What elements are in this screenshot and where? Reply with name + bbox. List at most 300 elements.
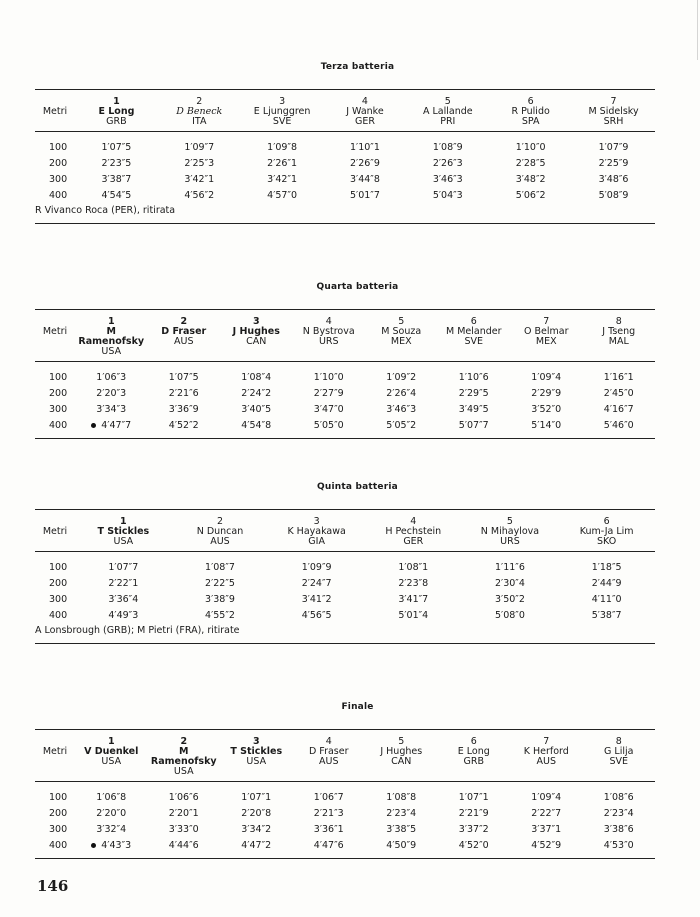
split-time: 4′43″3	[101, 840, 132, 851]
competitor-name: R Pulido	[511, 106, 550, 117]
competitor-name: Kum-Ja Lim	[579, 526, 634, 537]
competitor-rank: 7	[610, 96, 617, 107]
split-time: 5′38″7	[591, 610, 622, 621]
competitor-name: D Fraser	[161, 326, 207, 337]
competitor-header	[158, 90, 241, 127]
split-time: 5′07″7	[458, 420, 489, 431]
split-time-cell	[583, 806, 656, 822]
competitor-name: M Ramenofsky	[78, 326, 145, 347]
header-row	[35, 90, 655, 127]
competitor-rank: 3	[279, 96, 286, 107]
metri-header: Metri	[42, 326, 68, 337]
split-time-cell	[220, 838, 293, 854]
split-time: 2′45″0	[603, 388, 634, 399]
results-section	[35, 482, 655, 644]
split-time-cell	[510, 370, 583, 386]
split-time: 2′23″8	[398, 578, 429, 589]
split-time-cell	[172, 576, 269, 592]
split-time: 2′22″5	[205, 578, 235, 589]
split-time: 1′10″6	[458, 372, 489, 383]
split-time: 1′10″0	[313, 372, 344, 383]
split-row	[35, 560, 655, 576]
split-time-cell	[365, 386, 438, 402]
split-time-cell	[365, 592, 462, 608]
competitor-name: G Lilja	[604, 746, 634, 757]
competitor-header	[558, 510, 655, 547]
split-time-cell	[406, 188, 489, 204]
competitor-nation: MAL	[608, 336, 629, 347]
bottom-rule	[35, 858, 655, 859]
split-time: 2′23″4	[603, 808, 634, 819]
competitor-name: K Hayakawa	[287, 526, 346, 537]
competitor-header	[406, 90, 489, 127]
split-time: 2′23″5	[101, 158, 132, 169]
split-time-cell	[510, 790, 583, 806]
split-time-cell	[324, 140, 407, 156]
competitor-nation: AUS	[210, 536, 230, 547]
split-time: 5′04″3	[432, 190, 463, 201]
split-time: 1′18″5	[591, 562, 622, 573]
competitor-name: M Melander	[445, 326, 502, 337]
split-time-cell	[583, 822, 656, 838]
split-time: 1′16″1	[603, 372, 634, 383]
split-time-cell	[365, 790, 438, 806]
split-time-cell	[558, 576, 655, 592]
competitor-nation: SPA	[521, 116, 540, 127]
split-time-cell	[148, 402, 221, 418]
split-time: 2′21″6	[168, 388, 199, 399]
split-time: 4′56″5	[301, 610, 332, 621]
split-time-cell	[268, 576, 365, 592]
split-time-cell	[268, 560, 365, 576]
split-time-cell	[241, 188, 324, 204]
split-row	[35, 140, 655, 156]
competitor-header	[489, 90, 572, 127]
split-row	[35, 608, 655, 624]
competitor-header	[462, 510, 559, 547]
competitor-rank: 1	[107, 736, 115, 747]
split-time: 5′06″2	[515, 190, 546, 201]
split-time: 1′07″1	[241, 792, 272, 803]
split-time: 3′50″2	[495, 594, 525, 605]
split-time: 3′52″0	[531, 404, 562, 415]
split-time: 3′38″5	[386, 824, 417, 835]
split-time: 1′09″7	[184, 142, 215, 153]
split-time-cell	[462, 592, 559, 608]
split-time-cell	[510, 822, 583, 838]
split-time-cell	[75, 156, 158, 172]
split-time-cell	[148, 370, 221, 386]
split-time: 2′20″3	[96, 388, 127, 399]
split-time: 4′16″7	[603, 404, 634, 415]
split-time: 1′06″8	[96, 792, 127, 803]
results-table	[35, 730, 655, 854]
section-title: Quarta batteria	[316, 282, 399, 292]
competitor-rank: 8	[615, 316, 622, 327]
split-time: 1′06″3	[96, 372, 127, 383]
competitor-header	[220, 310, 293, 357]
split-time-cell	[583, 838, 656, 854]
split-distance: 200	[49, 578, 68, 589]
split-row	[35, 386, 655, 402]
split-time-cell	[268, 608, 365, 624]
results-table	[35, 90, 655, 204]
split-time: 3′36″4	[108, 594, 139, 605]
results-table	[35, 310, 655, 434]
split-time: 1′08″4	[241, 372, 272, 383]
competitor-header	[75, 310, 148, 357]
split-time: 3′46″3	[432, 174, 463, 185]
split-time-cell	[75, 790, 148, 806]
split-distance: 100	[49, 562, 68, 573]
competitor-name: V Duenkel	[84, 746, 139, 757]
split-time: 2′20″0	[96, 808, 127, 819]
split-time-cell	[558, 608, 655, 624]
split-distance: 300	[49, 594, 68, 605]
split-time: 1′08″9	[432, 142, 463, 153]
metri-header: Metri	[42, 526, 68, 537]
results-section	[35, 62, 655, 224]
split-time: 2′22″7	[531, 808, 562, 819]
split-time-cell	[510, 402, 583, 418]
split-time-cell	[220, 806, 293, 822]
split-time-cell	[438, 806, 511, 822]
split-time-cell	[438, 402, 511, 418]
split-time: 3′46″3	[386, 404, 417, 415]
split-time: 1′08″7	[205, 562, 235, 573]
split-time: 4′11″0	[591, 594, 622, 605]
competitor-name: N Duncan	[196, 526, 244, 537]
split-time-cell	[158, 188, 241, 204]
split-time-cell	[220, 402, 293, 418]
competitor-rank: 5	[506, 516, 513, 527]
split-time: 3′34″3	[96, 404, 127, 415]
competitor-rank: 1	[107, 316, 115, 327]
competitor-nation: GER	[354, 116, 375, 127]
competitor-rank: 5	[444, 96, 451, 107]
split-time: 2′26″3	[432, 158, 463, 169]
split-time-cell	[324, 188, 407, 204]
split-distance: 300	[49, 174, 68, 185]
split-time: 5′46″0	[603, 420, 634, 431]
split-time: 3′48″6	[598, 174, 629, 185]
competitor-rank: 6	[470, 736, 477, 747]
split-time-cell	[438, 838, 511, 854]
competitor-nation: GIA	[308, 536, 325, 547]
split-time-cell	[406, 156, 489, 172]
split-time: 3′32″4	[96, 824, 127, 835]
split-time-cell	[75, 592, 172, 608]
split-time-cell	[510, 418, 583, 434]
split-time-cell	[365, 418, 438, 434]
split-time-cell	[406, 172, 489, 188]
header-row	[35, 510, 655, 547]
results-section	[35, 702, 655, 859]
split-time-cell	[293, 402, 366, 418]
split-time: 4′56″2	[184, 190, 215, 201]
split-time: 4′55″2	[205, 610, 235, 621]
split-row	[35, 822, 655, 838]
competitor-header	[572, 90, 655, 127]
split-time-cell	[365, 370, 438, 386]
competitor-header	[365, 730, 438, 777]
split-time-cell	[583, 370, 656, 386]
split-time: 1′09″4	[531, 792, 562, 803]
competitor-header	[220, 730, 293, 777]
split-time: 3′42″1	[184, 174, 215, 185]
competitor-header	[241, 90, 324, 127]
competitor-name: N Bystrova	[302, 326, 355, 337]
competitor-name: J Hughes	[380, 746, 423, 757]
split-time-cell	[406, 140, 489, 156]
competitor-nation: USA	[113, 536, 134, 547]
split-distance: 200	[49, 158, 68, 169]
split-time: 2′21″3	[313, 808, 344, 819]
split-time-cell	[158, 140, 241, 156]
competitor-name: E Ljunggren	[253, 106, 311, 117]
split-time: 2′25″9	[598, 158, 629, 169]
competitor-nation: CAN	[391, 756, 412, 767]
split-time: 3′38″9	[205, 594, 235, 605]
competitor-nation: GER	[403, 536, 424, 547]
competitor-header	[438, 730, 511, 777]
split-time-cell	[293, 790, 366, 806]
competitor-header	[75, 90, 158, 127]
competitor-header	[324, 90, 407, 127]
competitor-name: D Beneck	[176, 106, 223, 117]
competitor-nation: USA	[246, 756, 267, 767]
section-title: Finale	[341, 702, 374, 712]
split-time: 2′26″1	[267, 158, 298, 169]
split-row	[35, 790, 655, 806]
split-time-cell	[324, 172, 407, 188]
split-time: 1′06″7	[313, 792, 344, 803]
split-time-cell	[220, 370, 293, 386]
split-time: 2′24″7	[301, 578, 332, 589]
split-time-cell	[158, 172, 241, 188]
competitor-name: K Herford	[523, 746, 569, 757]
split-time-cell	[365, 576, 462, 592]
split-time-cell	[293, 822, 366, 838]
split-time: 3′37″1	[531, 824, 562, 835]
split-row	[35, 838, 655, 854]
bottom-rule	[35, 643, 655, 644]
competitor-header	[365, 310, 438, 357]
split-time: 1′07″5	[101, 142, 132, 153]
split-time-cell	[172, 560, 269, 576]
split-time: 5′05″2	[386, 420, 417, 431]
split-time: 3′36″9	[168, 404, 199, 415]
competitor-header	[172, 510, 269, 547]
split-time: 1′09″8	[267, 142, 298, 153]
split-time-cell	[241, 172, 324, 188]
split-time-cell	[75, 838, 148, 854]
competitor-nation: MEX	[535, 336, 557, 347]
results-section	[35, 282, 655, 439]
competitor-nation: CAN	[246, 336, 267, 347]
split-time: 5′08″9	[598, 190, 629, 201]
competitor-header	[583, 730, 656, 777]
split-time: 5′08″0	[495, 610, 525, 621]
split-row	[35, 592, 655, 608]
split-row	[35, 370, 655, 386]
split-time: 2′25″3	[184, 158, 215, 169]
competitor-rank: 7	[543, 736, 550, 747]
split-time: 4′49″3	[108, 610, 139, 621]
split-time: 4′47″6	[313, 840, 344, 851]
split-time-cell	[510, 806, 583, 822]
competitor-header	[365, 510, 462, 547]
split-time: 2′30″4	[495, 578, 525, 589]
page-edge	[697, 0, 698, 60]
split-time-cell	[148, 790, 221, 806]
split-time-cell	[558, 592, 655, 608]
competitor-rank: 1	[113, 96, 120, 107]
competitor-rank: 2	[196, 96, 203, 107]
competitor-rank: 4	[325, 316, 332, 327]
competitor-header	[148, 310, 221, 357]
split-time-cell	[75, 188, 158, 204]
competitor-header	[293, 310, 366, 357]
split-time-cell	[365, 608, 462, 624]
split-time-cell	[75, 822, 148, 838]
results-table	[35, 510, 655, 624]
competitor-rank: 2	[180, 736, 188, 747]
split-time-cell	[293, 370, 366, 386]
competitor-name: E Long	[457, 746, 490, 757]
bottom-rule	[35, 438, 655, 439]
split-time-cell	[489, 140, 572, 156]
withdrawal-note: R Vivanco Roca (PER), ritirata	[35, 205, 176, 216]
split-time: 3′38″6	[603, 824, 634, 835]
section-title: Quinta batteria	[317, 482, 398, 492]
split-time-cell	[324, 156, 407, 172]
split-time-cell	[158, 156, 241, 172]
competitor-header	[75, 510, 172, 547]
competitor-rank: 7	[543, 316, 550, 327]
split-time: 1′09″2	[386, 372, 417, 383]
competitor-nation: SVE	[464, 336, 484, 347]
split-time: 2′26″9	[350, 158, 380, 169]
competitor-rank: 2	[216, 516, 223, 527]
competitor-name: J Hughes	[232, 326, 280, 337]
split-distance: 100	[49, 792, 68, 803]
split-time: 2′20″8	[241, 808, 272, 819]
split-time-cell	[172, 608, 269, 624]
competitor-nation: ITA	[192, 116, 207, 127]
split-row	[35, 156, 655, 172]
split-time: 4′57″0	[267, 190, 298, 201]
split-time: 3′42″1	[267, 174, 298, 185]
competitor-name: M Ramenofsky	[150, 746, 217, 767]
section-title: Terza batteria	[320, 62, 395, 72]
split-time: 4′54″8	[241, 420, 272, 431]
competitor-rank: 6	[603, 516, 610, 527]
split-time-cell	[75, 386, 148, 402]
split-time: 2′24″2	[241, 388, 272, 399]
split-time: 1′06″6	[168, 792, 199, 803]
split-time-cell	[220, 822, 293, 838]
split-time: 4′47″2	[241, 840, 272, 851]
split-time-cell	[365, 560, 462, 576]
competitor-header	[75, 730, 148, 777]
split-time: 1′08″6	[603, 792, 634, 803]
metri-header: Metri	[42, 746, 68, 757]
split-time-cell	[75, 172, 158, 188]
split-time: 1′07″5	[168, 372, 199, 383]
split-time-cell	[148, 418, 221, 434]
competitor-name: T Stickles	[97, 526, 150, 537]
split-time-cell	[75, 370, 148, 386]
split-time: 5′14″0	[531, 420, 562, 431]
split-time-cell	[438, 370, 511, 386]
split-distance: 400	[49, 420, 68, 431]
split-time-cell	[293, 386, 366, 402]
competitor-header	[148, 730, 221, 777]
competitor-nation: SVE	[272, 116, 292, 127]
competitor-nation: USA	[101, 756, 122, 767]
competitor-rank: 4	[410, 516, 417, 527]
competitor-nation: MEX	[390, 336, 412, 347]
split-time: 2′20″1	[168, 808, 199, 819]
split-distance: 400	[49, 840, 68, 851]
split-time-cell	[583, 386, 656, 402]
split-time: 3′40″5	[241, 404, 272, 415]
split-time: 3′34″2	[241, 824, 272, 835]
competitor-header	[510, 310, 583, 357]
split-time: 4′50″9	[386, 840, 417, 851]
split-time: 1′08″8	[386, 792, 417, 803]
split-time-cell	[438, 386, 511, 402]
split-time: 2′23″4	[386, 808, 417, 819]
competitor-rank: 3	[252, 736, 260, 747]
split-time: 3′37″2	[458, 824, 489, 835]
split-time-cell	[510, 386, 583, 402]
split-time: 1′11″6	[495, 562, 525, 573]
competitor-rank: 8	[615, 736, 622, 747]
record-bullet-icon	[91, 843, 96, 848]
competitor-header	[293, 730, 366, 777]
split-time: 4′52″0	[458, 840, 489, 851]
split-time-cell	[489, 188, 572, 204]
split-time-cell	[75, 806, 148, 822]
split-time: 2′44″9	[591, 578, 622, 589]
competitor-rank: 4	[325, 736, 332, 747]
split-time: 4′52″9	[531, 840, 562, 851]
split-time-cell	[572, 188, 655, 204]
split-time-cell	[220, 418, 293, 434]
competitor-name: M Souza	[381, 326, 422, 337]
split-time: 5′05″0	[313, 420, 344, 431]
split-row	[35, 402, 655, 418]
split-time: 4′52″2	[168, 420, 199, 431]
split-time: 1′07″1	[458, 792, 489, 803]
split-time-cell	[572, 140, 655, 156]
split-time-cell	[365, 838, 438, 854]
split-time-cell	[75, 576, 172, 592]
competitor-nation: SKO	[597, 536, 617, 547]
split-time-cell	[241, 140, 324, 156]
split-time-cell	[220, 790, 293, 806]
split-time: 2′21″9	[458, 808, 489, 819]
split-time-cell	[510, 838, 583, 854]
split-time: 4′54″5	[101, 190, 132, 201]
split-distance: 400	[49, 190, 68, 201]
split-time-cell	[438, 790, 511, 806]
split-time: 3′44″8	[350, 174, 380, 185]
competitor-nation: SVE	[609, 756, 629, 767]
split-time: 2′29″9	[531, 388, 562, 399]
